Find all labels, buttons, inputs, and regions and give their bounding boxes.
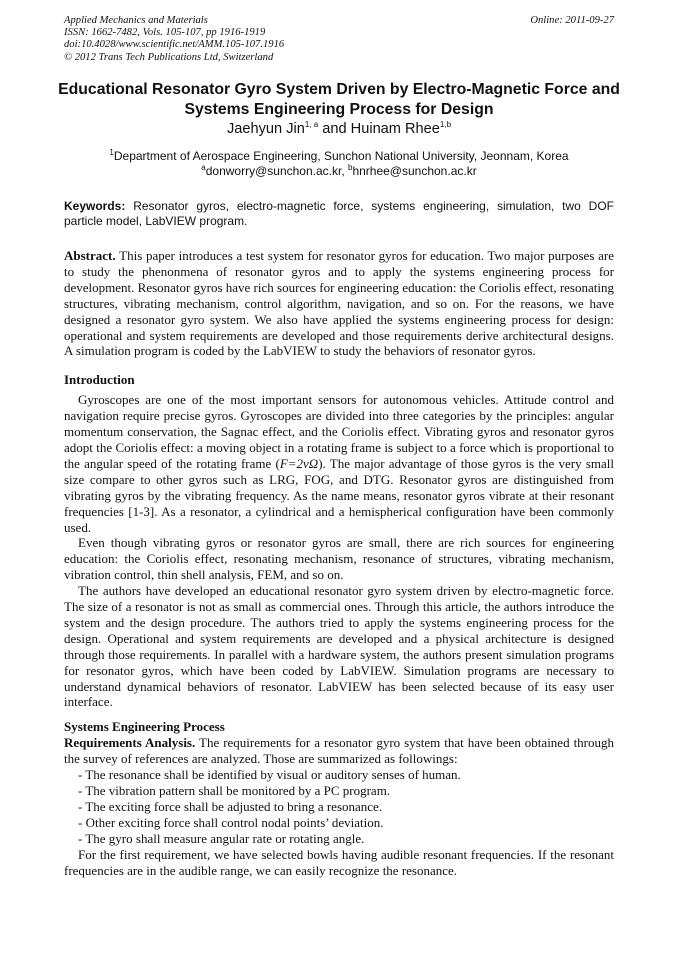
- author-2: Huinam Rhee: [350, 121, 440, 137]
- abstract-text: This paper introduces a test system for resonator gyros for education. Two major purposes are to study the phenonmena of resonator gyros and to apply the systems engineering process for development. Resonator gyros have rich sources for engineering education: the Coriolis effect, resonating structures, vibrating mechanism, control algorithm, navigation, and so on. For the reasons, we have designed a resonator gyro system. We also have applied the systems engineering process for design: operational and system requirements are developed and those requirements derive architectural designs. A simulation program is coded by the LabVIEW to study the behaviors of resonator gyros.: [64, 248, 614, 359]
- email-a[interactable]: donworry@sunchon.ac.kr,: [205, 164, 348, 178]
- affiliation: [40, 149, 638, 179]
- keywords-text: Resonator gyros, electro-magnetic force, systems engineering, simulation, two DOF particle model, LabVIEW program.: [64, 199, 614, 228]
- coriolis-formula: F=2vΩ: [279, 455, 319, 471]
- paper-body: [64, 248, 614, 878]
- authors: [40, 121, 638, 137]
- intro-p1-text-a: Gyroscopes are one of the most important sensors for autonomous vehicles. Attitude control and navigation require precise gyros. Gyroscopes are divided into three categories by the principles: angular momentum conservation, the Sagnac effect, and the Coriolis effect. Vibrating gyros and resonator gyros adopt the Coriolis effect: a moving object in a rotating frame is subject to a force which is proportional to the angular speed of the rotating frame (: [64, 392, 614, 471]
- email-b-sup: b: [347, 163, 353, 172]
- abstract-label: Abstract.: [64, 248, 116, 263]
- requirement-item: - The exciting force shall be adjusted to bring a resonance.: [78, 798, 383, 814]
- final-paragraph: For the first requirement, we have selected bowls having audible resonant frequencies. If the resonant frequencies are in the audible range, we can easily recognize the resonance.: [64, 846, 614, 878]
- journal-header: [64, 15, 614, 64]
- abstract: [64, 248, 614, 359]
- requirement-item: - The resonance shall be identified by visual or auditory senses of human.: [78, 767, 461, 783]
- requirements-text: The requirements for a resonator gyro system that have been obtained through the survey of references are analyzed. Those are summarized as followings:: [64, 735, 615, 767]
- keywords: [64, 199, 614, 229]
- copyright: © 2012 Trans Tech Publications Ltd, Switzerland: [64, 51, 274, 63]
- intro-paragraph-1: [64, 392, 614, 535]
- requirement-item: - The gyro shall measure angular rate or rotating angle.: [78, 830, 365, 846]
- requirement-item: - The vibration pattern shall be monitored by a PC program.: [78, 783, 391, 798]
- affil-sup: 1: [109, 148, 114, 157]
- author-1: Jaehyun Jin: [226, 121, 305, 137]
- intro-p1-text-b: ). The major advantage of those gyros is the very small size compare to other gyros such as LRG, FOG, and DTG. Resonator gyros are distinguished from vibrating gyros by the vibrating frequency. As the name means, resonator gyros vibrate at their resonant frequencies [1-3]. As a resonator, a cylindrical and a hemispherical configuration have been commonly used.: [64, 455, 615, 535]
- introduction-heading: Introduction: [64, 372, 135, 388]
- issn: ISSN: 1662-7482, Vols. 105-107, pp 1916-1919: [64, 27, 266, 39]
- doi: doi:10.4028/www.scientific.net/AMM.105-107.1916: [64, 39, 285, 51]
- requirement-item: - Other exciting force shall control nodal points’ deviation.: [78, 814, 384, 830]
- paper-title: Educational Resonator Gyro System Driven by Electro-Magnetic Force and Systems Engineering Process for Design: [58, 81, 620, 118]
- authors-and: and: [318, 121, 351, 137]
- author-1-sup: 1, a: [304, 120, 319, 130]
- email-b[interactable]: hnrhee@sunchon.ac.kr: [352, 164, 477, 178]
- intro-paragraph-3: The authors have developed an educational resonator gyro system driven by electro-magnetic force. The size of a resonator is not as small as commercial ones. Through this article, the authors introduce the system and the design procedure. The authors tried to apply the systems engineering process for the design. Operational and system requirements are developed and a physical architecture is designed through those requirements. In parallel with a hardware system, the authors present simulation programs for resonator gyros, which have been coded by LabVIEW. Simulation programs are necessary to understand dynamical behaviors of resonator. LabVIEW has been selected because of its easy user interface.: [64, 583, 614, 710]
- requirements-paragraph: [64, 735, 614, 767]
- requirements-label: Requirements Analysis.: [64, 735, 196, 751]
- journal-name: Applied Mechanics and Materials: [64, 15, 208, 26]
- keywords-label: Keywords:: [64, 199, 126, 213]
- affil-text: Department of Aerospace Engineering, Sunchon National University, Jeonnam, Korea: [113, 149, 569, 163]
- email-a-sup: a: [201, 163, 206, 172]
- online-date: Online: 2011-09-27: [530, 15, 614, 26]
- systems-heading: Systems Engineering Process: [64, 719, 225, 735]
- author-2-sup: 1,b: [439, 120, 452, 130]
- intro-paragraph-2: Even though vibrating gyros or resonator gyros are small, there are rich sources for engineering education: the Coriolis effect, resonating mechanism, resonance of structures, vibrating mechanism, vibration control, thin shell analysis, FEM, and so on.: [64, 535, 614, 583]
